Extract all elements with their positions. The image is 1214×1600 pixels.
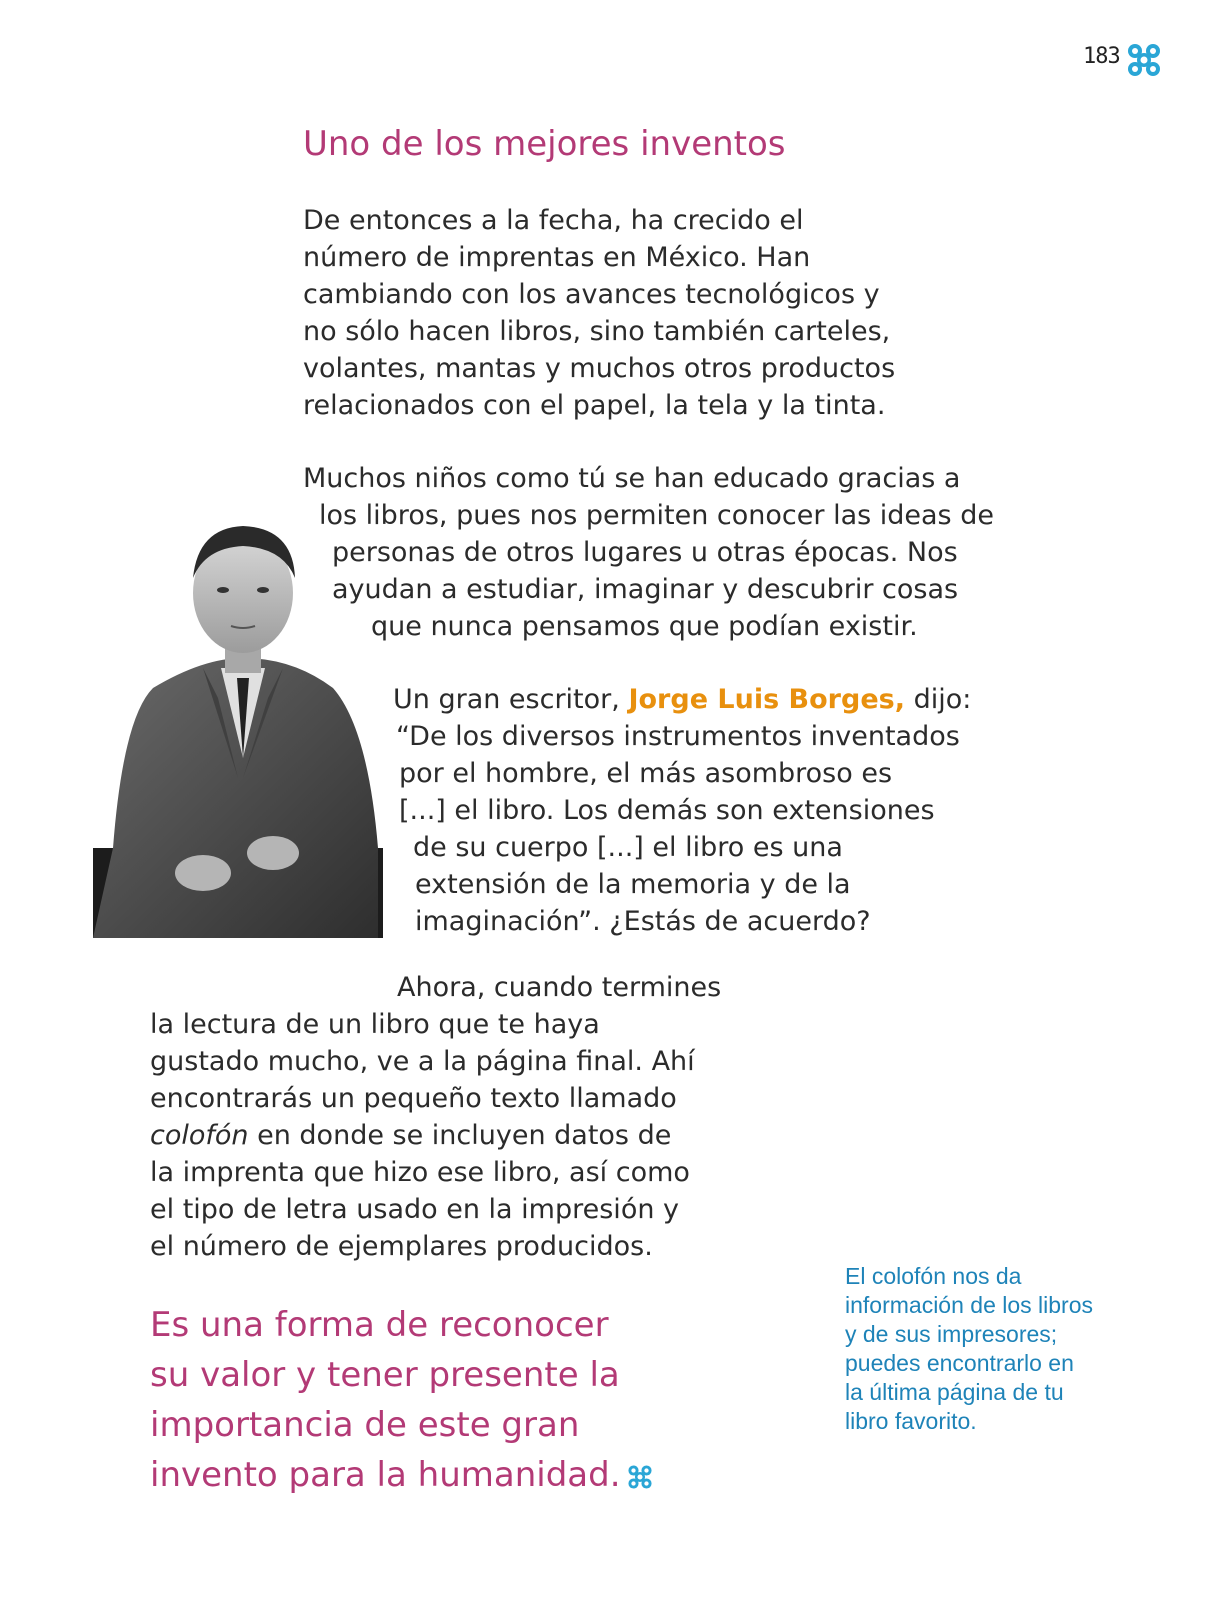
text-line: los libros, pues nos permiten conocer las ideas de <box>319 500 994 531</box>
closing-statement <box>150 1300 653 1500</box>
text-line: relacionados con el papel, la tela y la tinta. <box>303 390 886 421</box>
text-line: personas de otros lugares u otras épocas. Nos <box>332 537 958 568</box>
text-line: que nunca pensamos que podían existir. <box>371 611 918 642</box>
sidenote-line: El colofón nos da <box>845 1263 1022 1289</box>
flower-ornament-icon <box>1126 42 1162 78</box>
sidenote-line: puedes encontrarlo en <box>845 1350 1074 1376</box>
closing-line: importancia de este gran <box>150 1405 580 1445</box>
quote-line: de su cuerpo [...] el libro es una <box>413 832 843 863</box>
text-line: no sólo hacen libros, sino también carteles, <box>303 316 891 347</box>
sidenote-line: la última página de tu <box>845 1379 1064 1405</box>
page-number: 183 <box>1083 44 1120 69</box>
quote-line: imaginación”. ¿Estás de acuerdo? <box>415 906 871 937</box>
closing-line-text: invento para la humanidad. <box>150 1455 621 1495</box>
quote-line: por el hombre, el más asombroso es <box>399 758 893 789</box>
quote-intro-after: dijo: <box>913 684 972 715</box>
text-line: el tipo de letra usado en la impresión y <box>150 1194 680 1225</box>
end-ornament-icon <box>627 1464 653 1490</box>
text-fragment: en donde se incluyen datos de <box>248 1120 672 1151</box>
author-name: Jorge Luis Borges, <box>628 684 905 715</box>
quote-line: extensión de la memoria y de la <box>415 869 851 900</box>
text-line: la imprenta que hizo ese libro, así como <box>150 1157 690 1188</box>
closing-line: Es una forma de reconocer <box>150 1305 609 1345</box>
text-line: ayudan a estudiar, imaginar y descubrir cosas <box>332 574 959 605</box>
quote-line: “De los diversos instrumentos inventados <box>396 721 960 752</box>
text-line <box>150 1117 671 1154</box>
text-line: número de imprentas en México. Han <box>303 242 811 273</box>
text-line: volantes, mantas y muchos otros productos <box>303 353 896 384</box>
text-line: cambiando con los avances tecnológicos y <box>303 279 880 310</box>
section-title: Uno de los mejores inventos <box>303 124 786 164</box>
closing-line: su valor y tener presente la <box>150 1355 620 1395</box>
quote-intro-before: Un gran escritor, <box>393 684 620 715</box>
colofon-term: colofón <box>150 1120 249 1151</box>
text-line: Ahora, cuando termines <box>397 972 722 1003</box>
quote-line: [...] el libro. Los demás son extensiones <box>399 795 935 826</box>
sidenote-line: y de sus impresores; <box>845 1321 1058 1347</box>
quote-intro <box>393 681 971 718</box>
text-line: Muchos niños como tú se han educado gracias a <box>303 463 961 494</box>
text-line: gustado mucho, ve a la página final. Ahí <box>150 1046 695 1077</box>
sidenote-line: libro favorito. <box>845 1408 977 1434</box>
closing-line <box>150 1450 653 1500</box>
text-line: De entonces a la fecha, ha crecido el <box>303 205 804 236</box>
colofon-sidenote <box>845 1262 1145 1436</box>
text-line: el número de ejemplares producidos. <box>150 1231 653 1262</box>
text-line: encontrarás un pequeño texto llamado <box>150 1083 677 1114</box>
paragraph-1 <box>303 202 895 424</box>
text-line: la lectura de un libro que te haya <box>150 1009 600 1040</box>
sidenote-line: información de los libros <box>845 1292 1094 1318</box>
